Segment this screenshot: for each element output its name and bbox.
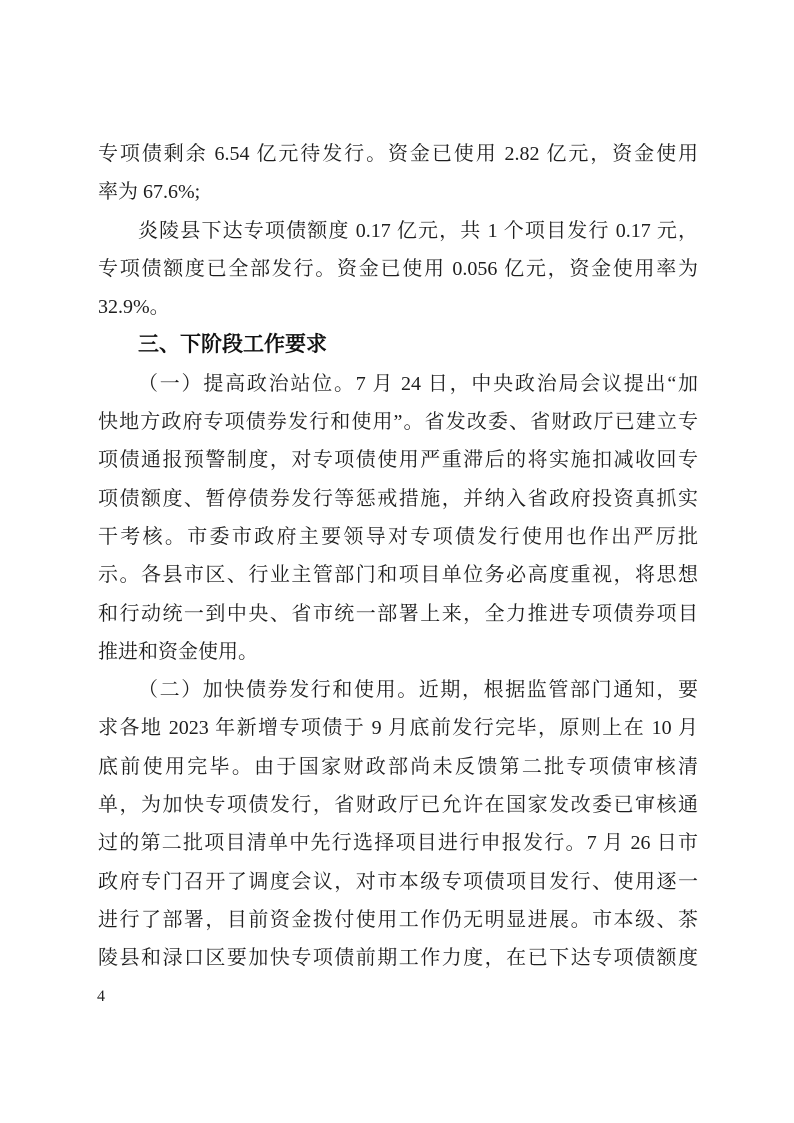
text-line: 示。各县市区、行业主管部门和项目单位务必高度重视，将思想 (98, 564, 698, 587)
text-line: 过的第二批项目清单中先行选择项目进行申报发行。7 月 26 日市 (98, 832, 698, 855)
text-line: 陵县和渌口区要加快专项债前期工作力度，在已下达专项债额度 (98, 947, 698, 970)
text-line: 快地方政府专项债券发行和使用”。省发改委、省财政厅已建立专 (98, 411, 698, 434)
section-heading: 三、下阶段工作要求 (138, 333, 327, 357)
paragraph-bond-issuance (98, 671, 698, 977)
text-line: 进行了部署，目前资金拨付使用工作仍无明显进展。市本级、茶 (98, 908, 698, 931)
text-line: 干考核。市委市政府主要领导对专项债发行使用也作出严厉批 (98, 525, 698, 548)
text-line: 求各地 2023 年新增专项债于 9 月底前发行完毕，原则上在 10 月 (98, 717, 698, 740)
text-block (98, 135, 698, 978)
paragraph-yanling (98, 212, 698, 327)
text-line: 项债通报预警制度，对专项债使用严重滞后的将实施扣减收回专 (98, 449, 698, 472)
text-line: （一）提高政治站位。7 月 24 日，中央政治局会议提出“加 (138, 372, 698, 395)
text-line: 和行动统一到中央、省市统一部署上来，全力推进专项债券项目 (98, 602, 698, 625)
text-line: 炎陵县下达专项债额度 0.17 亿元，共 1 个项目发行 0.17 元， (138, 219, 698, 242)
paragraph-political-position (98, 365, 698, 671)
paragraph-funding-usage (98, 135, 698, 212)
text-line: （二）加快债券发行和使用。近期，根据监管部门通知，要 (138, 679, 698, 702)
text-line: 专项债额度已全部发行。资金已使用 0.056 亿元，资金使用率为 (98, 257, 698, 280)
text-line: 政府专门召开了调度会议，对市本级专项债项目发行、使用逐一 (98, 870, 698, 893)
text-line: 率为 67.6%; (98, 181, 201, 204)
page-number: 4 (97, 988, 105, 1005)
text-line: 32.9%。 (98, 296, 170, 319)
text-line: 单，为加快专项债发行，省财政厅已允许在国家发改委已审核通 (98, 794, 698, 817)
text-line: 推进和资金使用。 (98, 640, 258, 663)
text-line: 底前使用完毕。由于国家财政部尚未反馈第二批专项债审核清 (98, 755, 698, 778)
text-line: 项债额度、暂停债券发行等惩戒措施，并纳入省政府投资真抓实 (98, 487, 698, 510)
text-line: 专项债剩余 6.54 亿元待发行。资金已使用 2.82 亿元，资金使用 (98, 143, 698, 165)
